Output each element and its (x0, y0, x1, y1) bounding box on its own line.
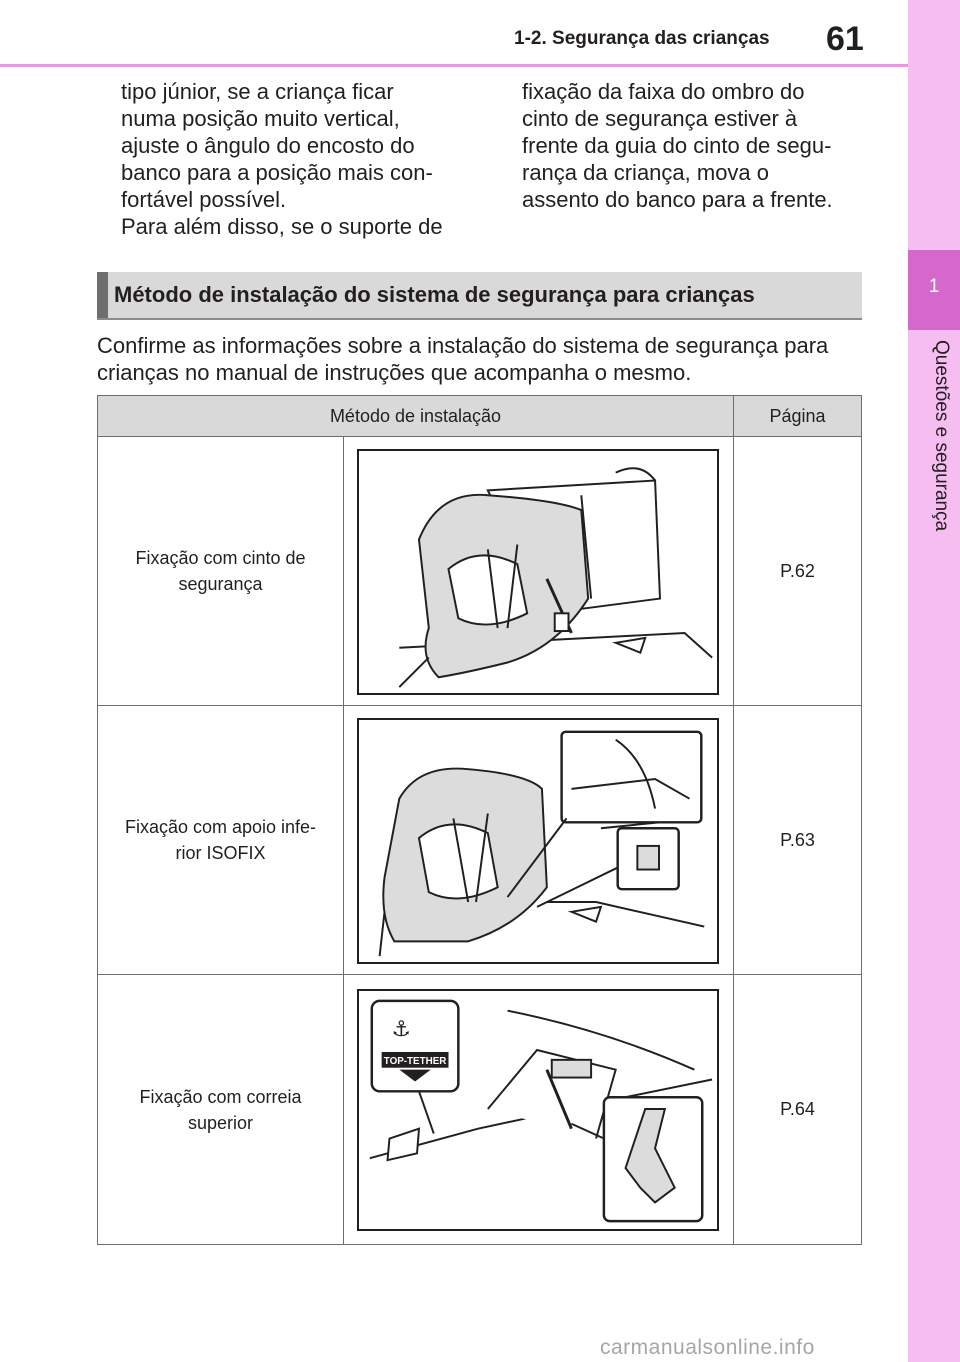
method-label (98, 706, 344, 974)
method-line: Fixação com correia (139, 1086, 302, 1107)
header-method: Método de instalação (98, 396, 734, 437)
page-ref: P.62 (780, 560, 815, 581)
text-line: banco para a posição mais con- (121, 160, 433, 185)
chapter-number: 1 (928, 276, 940, 297)
side-tab (908, 0, 960, 1362)
section-heading-bar (97, 272, 862, 320)
text-line: frente da guia do cinto de segu- (522, 133, 832, 158)
method-line: segurança (178, 574, 263, 594)
illustration-cell (344, 975, 734, 1244)
text-line: crianças no manual de instruções que acompanha o mesmo. (97, 360, 692, 385)
text-line: rança da criança, mova o (522, 160, 770, 185)
method-line: Fixação com cinto de (135, 548, 306, 568)
method-line: superior (187, 1112, 254, 1133)
illustration-cell (344, 706, 734, 974)
method-label (98, 437, 344, 705)
page-number: 61 (826, 20, 864, 58)
header-rule (0, 64, 908, 67)
tether-anchor-glyph: ⚓ (391, 1017, 411, 1043)
text-line: Para além disso, se o suporte de (121, 214, 443, 239)
text-line: fixação da faixa do ombro do (522, 79, 805, 104)
table-row (98, 437, 861, 706)
body-text-left (121, 78, 481, 240)
isofix-illustration (357, 718, 719, 964)
top-tether-illustration (357, 989, 719, 1231)
section-title: Método de instalação do sistema de segurança para crianças (114, 282, 755, 307)
method-line: Fixação com apoio infe- (124, 817, 317, 837)
chapter-title: Questões e segurança (931, 340, 952, 532)
section-accent (97, 272, 108, 318)
text-line: fortável possível. (121, 187, 287, 212)
method-line: rior ISOFIX (175, 843, 266, 863)
watermark: carmanualsonline.info (600, 1336, 815, 1359)
method-label (98, 975, 344, 1244)
table-row (98, 706, 861, 975)
body-text-right (522, 78, 882, 213)
top-tether-badge: TOP-TETHER (383, 1055, 447, 1067)
header-title: 1-2. Segurança das crianças (514, 28, 770, 49)
text-line: numa posição muito vertical, (121, 106, 400, 131)
section-intro (97, 332, 877, 386)
illustration-cell (344, 437, 734, 705)
text-line: cinto de segurança estiver à (522, 106, 798, 131)
text-line: assento do banco para a frente. (522, 187, 833, 212)
seatbelt-illustration (357, 449, 719, 695)
text-line: tipo júnior, se a criança ficar (121, 79, 394, 104)
page-ref: P.64 (780, 1099, 815, 1119)
table-row (98, 975, 861, 1244)
page-ref: P.63 (780, 829, 815, 850)
text-line: ajuste o ângulo do encosto do (121, 133, 415, 158)
text-line: Confirme as informações sobre a instalação do sistema de segurança para (97, 333, 829, 358)
header-page: Página (734, 396, 861, 437)
installation-table (97, 395, 862, 1245)
